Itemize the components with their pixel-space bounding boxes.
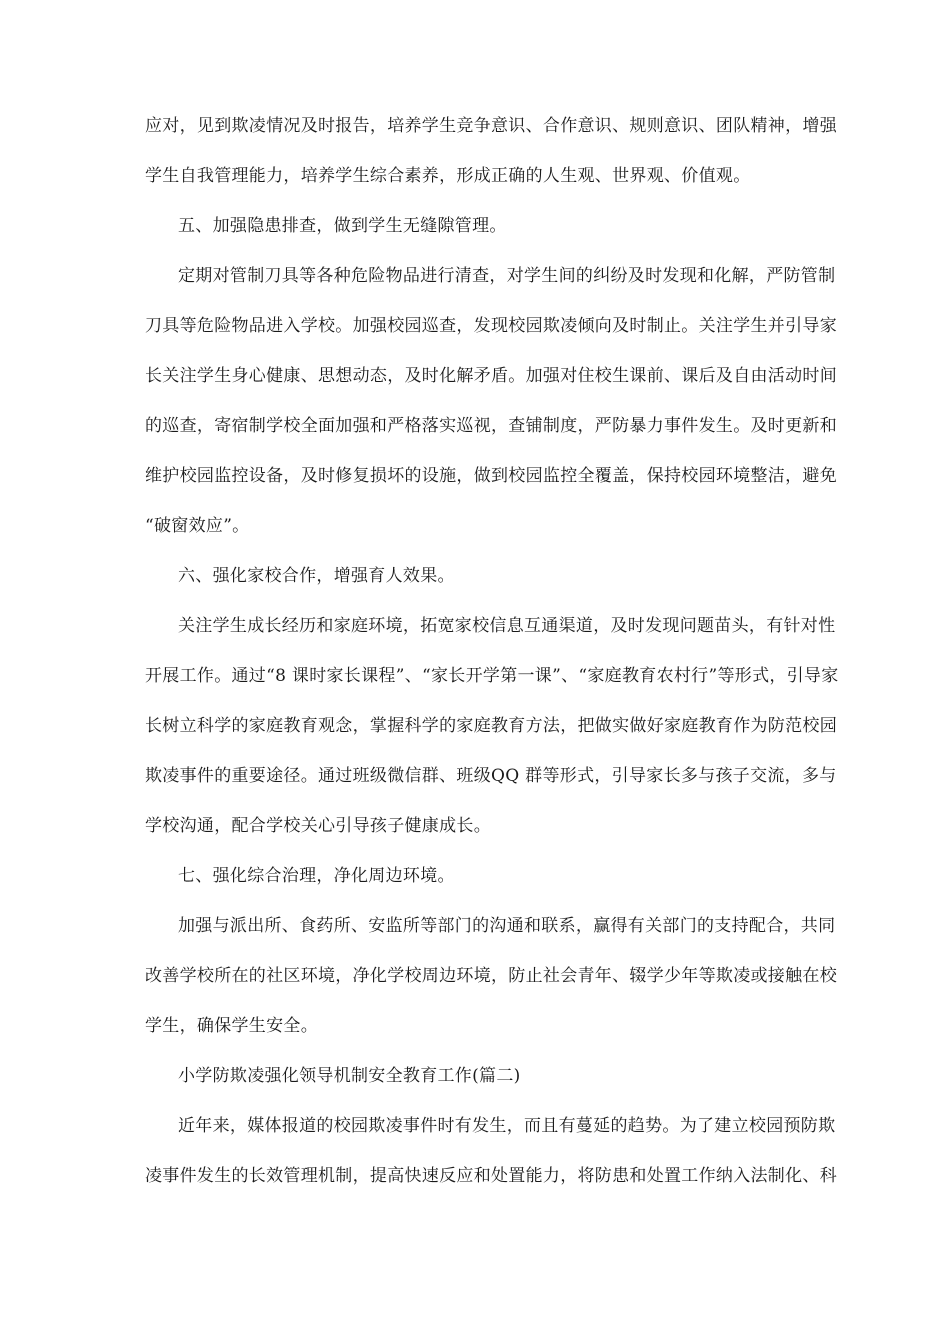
text-line: 维护校园监控设备，及时修复损坏的设施，做到校园监控全覆盖，保持校园环境整洁，避免 [145, 466, 837, 486]
text-line: 改善学校所在的社区环境，净化学校周边环境，防止社会青年、辍学少年等欺凌或接触在校 [145, 966, 837, 986]
section-heading-6: 六、强化家校合作，增强育人效果。 [178, 566, 455, 586]
text-line: 的巡查，寄宿制学校全面加强和严格落实巡视，查铺制度，严防暴力事件发生。及时更新和 [145, 416, 837, 436]
text-line: 应对，见到欺凌情况及时报告，培养学生竞争意识、合作意识、规则意识、团队精神，增强 [145, 116, 837, 136]
article-title: 小学防欺凌强化领导机制安全教育工作(篇二) [178, 1066, 521, 1086]
text-line: 开展工作。通过“8 课时家长课程”、“家长开学第一课”、“家庭教育农村行”等形式，引导家 [145, 666, 839, 686]
section-heading-5: 五、加强隐患排查，做到学生无缝隙管理。 [178, 216, 507, 236]
text-line: 长树立科学的家庭教育观念，掌握科学的家庭教育方法，把做实做好家庭教育作为防范校园 [145, 716, 837, 736]
text-line: 近年来，媒体报道的校园欺凌事件时有发生，而且有蔓延的趋势。为了建立校园预防欺 [178, 1116, 836, 1136]
text-line: 加强与派出所、食药所、安监所等部门的沟通和联系，赢得有关部门的支持配合，共同 [178, 916, 836, 936]
text-line: 刀具等危险物品进入学校。加强校园巡查，发现校园欺凌倾向及时制止。关注学生并引导家 [145, 316, 837, 336]
text-line: 学校沟通，配合学校关心引导孩子健康成长。 [145, 816, 491, 836]
text-line: 欺凌事件的重要途径。通过班级微信群、班级QQ 群等形式，引导家长多与孩子交流，多与 [145, 766, 837, 786]
text-line: 学生，确保学生安全。 [145, 1016, 318, 1036]
text-line: 长关注学生身心健康、思想动态，及时化解矛盾。加强对住校生课前、课后及自由活动时间 [145, 366, 837, 386]
text-line: “破窗效应”。 [145, 516, 250, 536]
text-line: 定期对管制刀具等各种危险物品进行清查，对学生间的纠纷及时发现和化解，严防管制 [178, 266, 836, 286]
text-line: 学生自我管理能力，培养学生综合素养，形成正确的人生观、世界观、价值观。 [145, 166, 751, 186]
text-line: 关注学生成长经历和家庭环境，拓宽家校信息互通渠道，及时发现问题苗头，有针对性 [178, 616, 836, 636]
section-heading-7: 七、强化综合治理，净化周边环境。 [178, 866, 455, 886]
text-line: 凌事件发生的长效管理机制，提高快速反应和处置能力，将防患和处置工作纳入法制化、科 [145, 1166, 837, 1186]
